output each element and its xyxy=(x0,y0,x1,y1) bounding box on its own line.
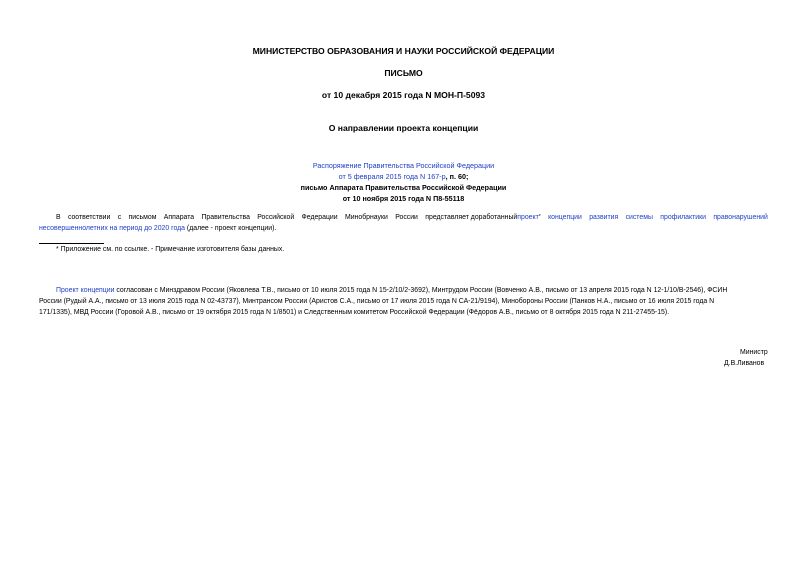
document-type: ПИСЬМО xyxy=(384,68,423,78)
paragraph-1-word: Минобрнауки xyxy=(344,214,388,221)
reference-line-4: от 10 ноября 2015 года N П8-55118 xyxy=(342,194,465,203)
paragraph-2-line-2: России (Рудый А.А., письмо от 13 июля 2015 года N 02-43737), Минтрансом России (Аристов С.А., письмо от 17 июля 2015 года N СА-21/9194), Минобороны России (Панков Н.А., письмо от 16 июля 2015 года N xyxy=(39,298,715,305)
paragraph-1-word: России xyxy=(395,214,418,221)
reference-line-1 xyxy=(0,161,807,170)
project-link[interactable]: проект xyxy=(517,214,539,221)
document-subject: О направлении проекта концепции xyxy=(328,123,479,133)
footnote-text: * Приложение см. по ссылке. - Примечание изготовителя базы данных. xyxy=(56,246,285,253)
paragraph-2-line-3: 171/1335), МВД России (Горовой А.В., письмо от 19 октября 2015 года N 1/8501) и Следственным комитетом Российской Федерации (Фёдоров А.В., письмо от 8 октября 2015 года N 211-27455-15). xyxy=(39,309,670,316)
paragraph-1-word: письмом xyxy=(128,214,157,221)
signature-position: Министр xyxy=(740,349,768,356)
concept-link-word[interactable]: системы xyxy=(625,214,653,221)
signature-name: Д.В.Ливанов xyxy=(724,360,765,367)
paragraph-1-word: соответствии xyxy=(67,214,111,221)
paragraph-1-word: Правительства xyxy=(201,214,250,221)
concept-abbrev: (далее - проект концепции). xyxy=(185,225,277,232)
ministry-title: МИНИСТЕРСТВО ОБРАЗОВАНИЯ И НАУКИ РОССИЙСКОЙ ФЕДЕРАЦИИ xyxy=(252,46,555,56)
concept-link-word[interactable]: правонарушений xyxy=(713,214,768,221)
paragraph-1-tail-text: представляет доработанный xyxy=(425,214,518,221)
paragraph-1-word: В xyxy=(56,214,61,221)
concept-link-word[interactable]: концепции xyxy=(548,214,582,221)
paragraph-1-word: Аппарата xyxy=(163,214,195,221)
paragraph-2-line-1 xyxy=(56,285,727,297)
reference-line-3: письмо Аппарата Правительства Российской Федерации xyxy=(300,183,507,192)
concept-period-link[interactable]: несовершеннолетних на период до 2020 года xyxy=(39,225,186,232)
paragraph-2-line-1-text: согласован с Минздравом России (Яковлева Т.В., письмо от 10 июля 2015 года N 15-2/10/2-3692), Минтрудом России (Вовченко А.В., письмо от 13 апреля 2015 года N 12-1/10/В-2546), ФСИН xyxy=(114,287,728,294)
reference-order-item: , п. 60; xyxy=(445,172,469,181)
concept-link-word[interactable]: профилактики xyxy=(660,214,706,221)
paragraph-1-word: Российской xyxy=(257,214,295,221)
footnote-marker: * xyxy=(538,214,541,220)
paragraph-1-word: Федерации xyxy=(301,214,338,221)
paragraph-1-line-1 xyxy=(56,212,768,223)
reference-order-date-link[interactable]: от 5 февраля 2015 года N 167-р xyxy=(338,172,446,181)
paragraph-1-line-2 xyxy=(39,223,276,235)
project-concept-link[interactable]: Проект концепции xyxy=(56,287,115,294)
reference-line-2 xyxy=(0,172,807,181)
paragraph-1-word: с xyxy=(117,214,122,221)
document-date-number: от 10 декабря 2015 года N МОН-П-5093 xyxy=(321,90,486,100)
concept-link-word[interactable]: развития xyxy=(589,214,619,221)
paragraph-1-tail xyxy=(425,212,540,223)
reference-order-link[interactable]: Распоряжение Правительства Российской Федерации xyxy=(312,161,495,170)
